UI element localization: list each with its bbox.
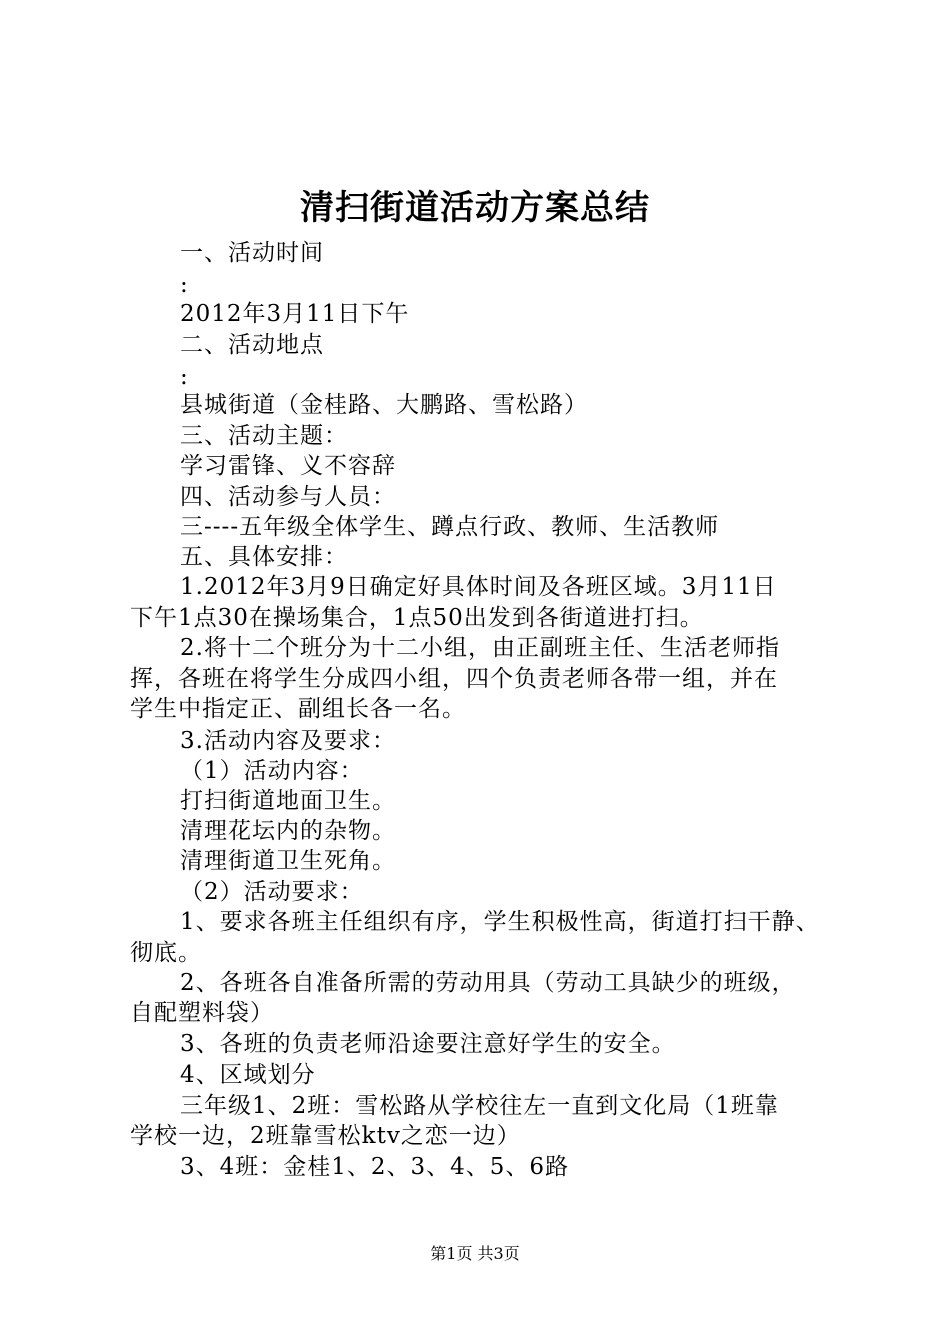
document-title: 清扫街道活动方案总结 — [300, 188, 650, 228]
paragraph-line: 县城街道（金桂路、大鹏路、雪松路） — [180, 392, 588, 418]
paragraph-line: 彻底。 — [130, 940, 202, 966]
paragraph-line: 挥，各班在将学生分成四小组，四个负责老师各带一组，并在 — [130, 666, 778, 692]
paragraph-line: 三年级1、2班：雪松路从学校往左一直到文化局（1班靠 — [180, 1093, 779, 1119]
paragraph-line: 学习雷锋、义不容辞 — [180, 453, 396, 479]
heading-activity-theme: 三、活动主题： — [180, 423, 348, 449]
subheading-requirements: （2）活动要求： — [180, 879, 364, 905]
colon-line: : — [180, 272, 189, 298]
subheading-content: （1）活动内容： — [180, 758, 364, 784]
paragraph-line: 下午1点30在操场集合，1点50出发到各街道进打扫。 — [130, 605, 704, 631]
list-item: 打扫街道地面卫生。 — [180, 788, 396, 814]
paragraph-line: 三----五年级全体学生、蹲点行政、教师、生活教师 — [180, 514, 720, 540]
colon-line: : — [180, 364, 189, 390]
heading-area-division: 4、区域划分 — [180, 1062, 316, 1088]
paragraph-line: 学生中指定正、副组长各一名。 — [130, 696, 466, 722]
heading-arrangement: 五、具体安排： — [180, 544, 348, 570]
paragraph-line: 3、4班：金桂1、2、3、4、5、6路 — [180, 1154, 570, 1180]
heading-participants: 四、活动参与人员： — [180, 484, 396, 510]
heading-content-requirements: 3.活动内容及要求： — [180, 728, 396, 754]
paragraph-line: 2012年3月11日下午 — [180, 301, 410, 327]
heading-activity-location: 二、活动地点 — [180, 332, 324, 358]
paragraph-line: 自配塑料袋） — [130, 1000, 274, 1026]
page-footer: 第1页 共3页 — [430, 1244, 520, 1263]
heading-activity-time: 一、活动时间 — [180, 240, 324, 266]
paragraph-line: 3、各班的负责老师沿途要注意好学生的安全。 — [180, 1031, 676, 1057]
paragraph-line: 1、要求各班主任组织有序，学生积极性高，街道打扫干静、 — [180, 909, 820, 935]
paragraph-line: 学校一边，2班靠雪松ktv之恋一边） — [130, 1123, 521, 1149]
paragraph-line: 2.将十二个班分为十二小组，由正副班主任、生活老师指 — [180, 635, 780, 661]
paragraph-line: 2、各班各自准备所需的劳动用具（劳动工具缺少的班级， — [180, 970, 796, 996]
list-item: 清理花坛内的杂物。 — [180, 818, 396, 844]
list-item: 清理街道卫生死角。 — [180, 848, 396, 874]
paragraph-line: 1.2012年3月9日确定好具体时间及各班区域。3月11日 — [180, 574, 777, 600]
